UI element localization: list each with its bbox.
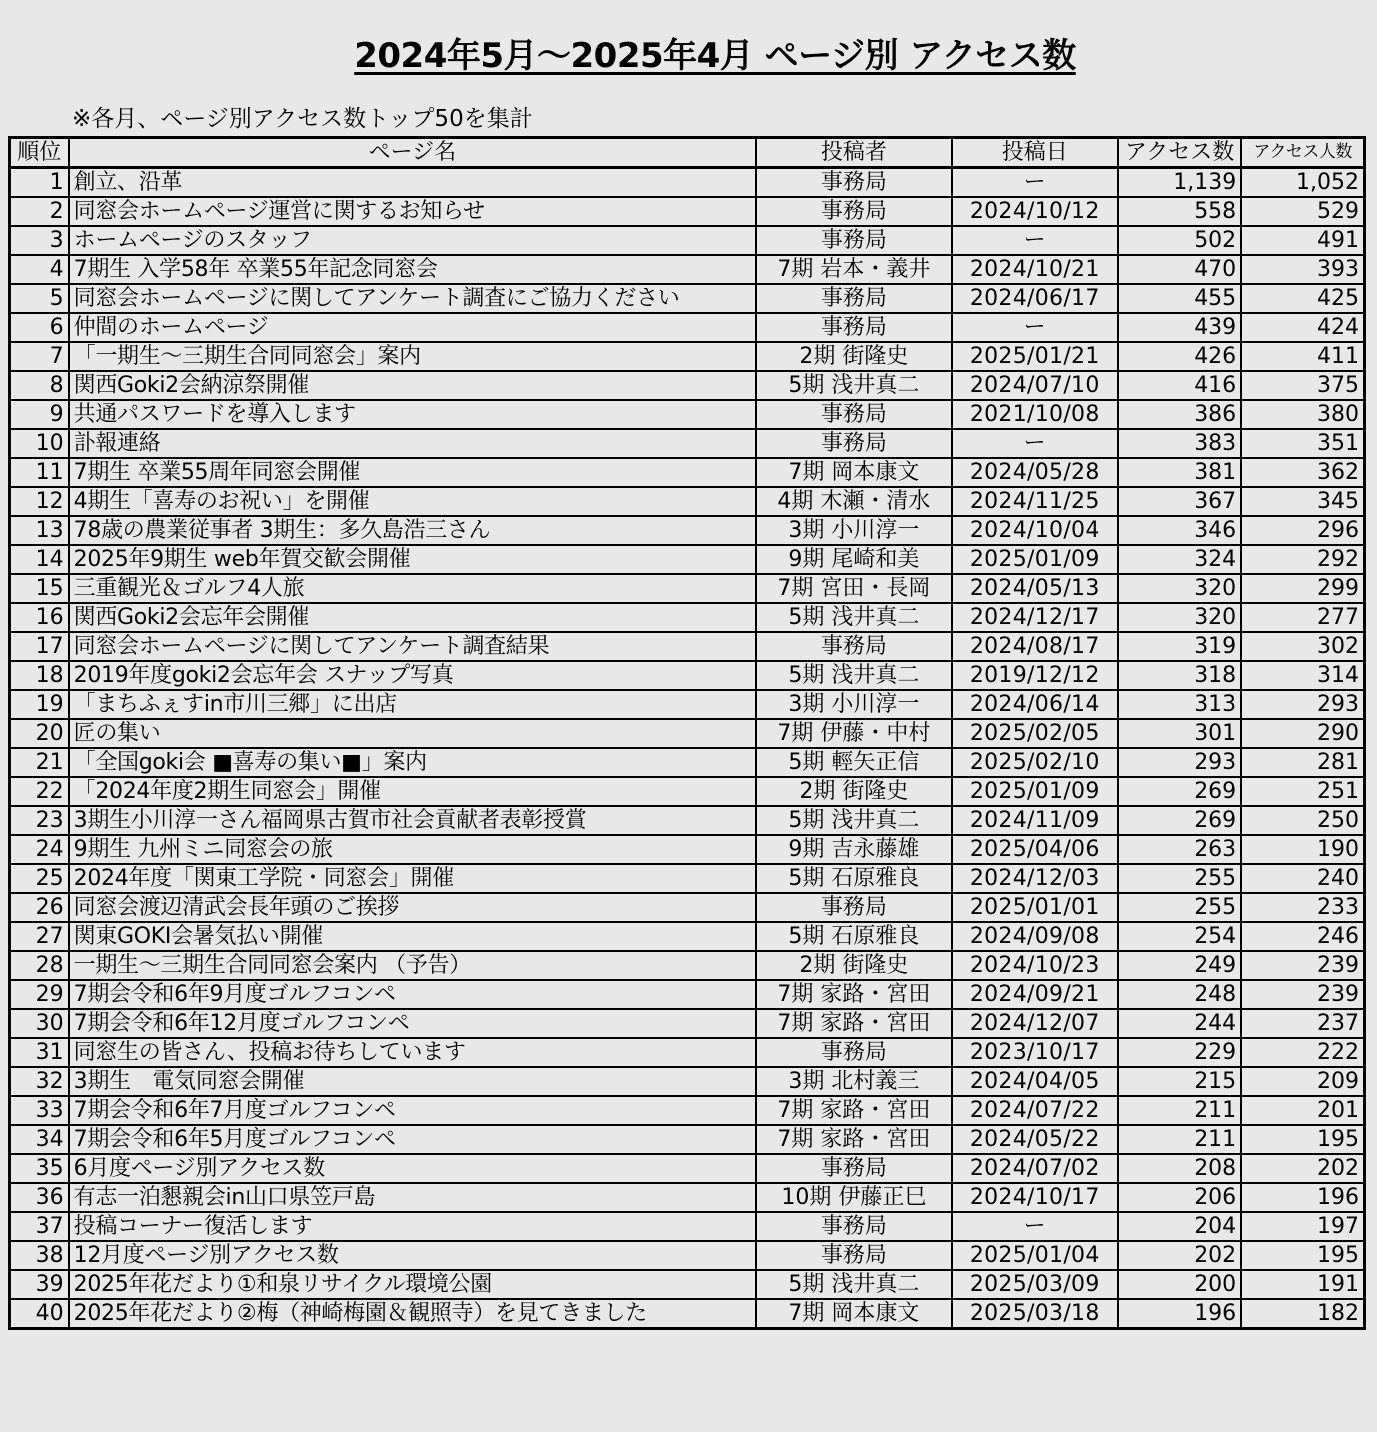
page-name-cell: 2025年9期生 web年賀交歓会開催 xyxy=(69,545,757,574)
post-date-cell: 2024/05/22 xyxy=(952,1125,1118,1154)
table-row xyxy=(10,1125,1365,1154)
page-name-cell: 有志一泊懇親会in山口県笠戸島 xyxy=(69,1183,757,1212)
page-name-cell: 同窓生の皆さん、投稿お待ちしています xyxy=(69,1038,757,1067)
post-date-cell: 2025/02/10 xyxy=(952,748,1118,777)
page-name-cell: 三重観光＆ゴルフ4人旅 xyxy=(69,574,757,603)
views-cell: 320 xyxy=(1118,574,1241,603)
table-row xyxy=(10,777,1365,806)
rank-cell: 25 xyxy=(10,864,69,893)
author-cell: 5期 浅井真二 xyxy=(756,603,951,632)
page-name-cell: 「2024年度2期生同窓会」開催 xyxy=(69,777,757,806)
post-date-cell: 2024/05/13 xyxy=(952,574,1118,603)
table-row xyxy=(10,516,1365,545)
views-cell: 211 xyxy=(1118,1125,1241,1154)
author-cell: 9期 吉永藤雄 xyxy=(756,835,951,864)
visitors-cell: 296 xyxy=(1241,516,1364,545)
table-row xyxy=(10,197,1365,226)
visitors-cell: 240 xyxy=(1241,864,1364,893)
author-cell: 事務局 xyxy=(756,313,951,342)
views-cell: 313 xyxy=(1118,690,1241,719)
header-views: アクセス数 xyxy=(1118,138,1241,168)
page-name-cell: 3期生 電気同窓会開催 xyxy=(69,1067,757,1096)
visitors-cell: 196 xyxy=(1241,1183,1364,1212)
table-row xyxy=(10,1038,1365,1067)
page-name-cell: 2025年花だより②梅（神崎梅園＆観照寺）を見てきました xyxy=(69,1299,757,1329)
post-date-cell: 2024/10/17 xyxy=(952,1183,1118,1212)
visitors-cell: 277 xyxy=(1241,603,1364,632)
post-date-cell: 2024/09/21 xyxy=(952,980,1118,1009)
visitors-cell: 202 xyxy=(1241,1154,1364,1183)
author-cell: 5期 輕矢正信 xyxy=(756,748,951,777)
views-cell: 416 xyxy=(1118,371,1241,400)
header-author: 投稿者 xyxy=(756,138,951,168)
views-cell: 244 xyxy=(1118,1009,1241,1038)
visitors-cell: 380 xyxy=(1241,400,1364,429)
page-name-cell: 3期生小川淳一さん福岡県古賀市社会貢献者表彰授賞 xyxy=(69,806,757,835)
visitors-cell: 239 xyxy=(1241,951,1364,980)
page-name-cell: 同窓会ホームページに関してアンケート調査結果 xyxy=(69,632,757,661)
page-name-cell: 2019年度goki2会忘年会 スナップ写真 xyxy=(69,661,757,690)
views-cell: 455 xyxy=(1118,284,1241,313)
visitors-cell: 293 xyxy=(1241,690,1364,719)
author-cell: 事務局 xyxy=(756,1038,951,1067)
views-cell: 206 xyxy=(1118,1183,1241,1212)
header-rank: 順位 xyxy=(10,138,69,168)
table-row xyxy=(10,1154,1365,1183)
author-cell: 7期 家路・宮田 xyxy=(756,1009,951,1038)
views-cell: 439 xyxy=(1118,313,1241,342)
views-cell: 318 xyxy=(1118,661,1241,690)
rank-cell: 20 xyxy=(10,719,69,748)
visitors-cell: 281 xyxy=(1241,748,1364,777)
author-cell: 事務局 xyxy=(756,1212,951,1241)
rank-cell: 28 xyxy=(10,951,69,980)
rank-cell: 21 xyxy=(10,748,69,777)
author-cell: 7期 家路・宮田 xyxy=(756,1125,951,1154)
rank-cell: 13 xyxy=(10,516,69,545)
table-row xyxy=(10,168,1365,198)
visitors-cell: 195 xyxy=(1241,1241,1364,1270)
visitors-cell: 302 xyxy=(1241,632,1364,661)
post-date-cell: 2025/01/09 xyxy=(952,545,1118,574)
post-date-cell: 2024/07/02 xyxy=(952,1154,1118,1183)
post-date-cell: ー xyxy=(952,1212,1118,1241)
rank-cell: 15 xyxy=(10,574,69,603)
views-cell: 301 xyxy=(1118,719,1241,748)
page-name-cell: 9期生 九州ミニ同窓会の旅 xyxy=(69,835,757,864)
page-name-cell: 同窓会ホームページ運営に関するお知らせ xyxy=(69,197,757,226)
rank-cell: 12 xyxy=(10,487,69,516)
table-row xyxy=(10,313,1365,342)
author-cell: 9期 尾崎和美 xyxy=(756,545,951,574)
author-cell: 5期 石原雅良 xyxy=(756,864,951,893)
post-date-cell: 2024/06/14 xyxy=(952,690,1118,719)
table-row xyxy=(10,1241,1365,1270)
post-date-cell: 2025/01/21 xyxy=(952,342,1118,371)
views-cell: 269 xyxy=(1118,777,1241,806)
visitors-cell: 345 xyxy=(1241,487,1364,516)
rank-cell: 14 xyxy=(10,545,69,574)
views-cell: 211 xyxy=(1118,1096,1241,1125)
author-cell: 事務局 xyxy=(756,632,951,661)
page-name-cell: 創立、沿革 xyxy=(69,168,757,198)
author-cell: 事務局 xyxy=(756,1154,951,1183)
page-name-cell: 仲間のホームページ xyxy=(69,313,757,342)
rank-cell: 23 xyxy=(10,806,69,835)
post-date-cell: ー xyxy=(952,429,1118,458)
page-name-cell: 同窓会渡辺清武会長年頭のご挨拶 xyxy=(69,893,757,922)
post-date-cell: 2024/10/04 xyxy=(952,516,1118,545)
table-row xyxy=(10,400,1365,429)
post-date-cell: 2021/10/08 xyxy=(952,400,1118,429)
table-row xyxy=(10,661,1365,690)
post-date-cell: 2025/01/01 xyxy=(952,893,1118,922)
author-cell: 事務局 xyxy=(756,226,951,255)
author-cell: 10期 伊藤正巳 xyxy=(756,1183,951,1212)
post-date-cell: 2024/04/05 xyxy=(952,1067,1118,1096)
author-cell: 7期 宮田・長岡 xyxy=(756,574,951,603)
rank-cell: 22 xyxy=(10,777,69,806)
visitors-cell: 195 xyxy=(1241,1125,1364,1154)
views-cell: 386 xyxy=(1118,400,1241,429)
author-cell: 7期 岩本・義井 xyxy=(756,255,951,284)
rank-cell: 6 xyxy=(10,313,69,342)
table-row xyxy=(10,1299,1365,1329)
author-cell: 事務局 xyxy=(756,893,951,922)
table-row xyxy=(10,980,1365,1009)
table-row xyxy=(10,864,1365,893)
rank-cell: 2 xyxy=(10,197,69,226)
post-date-cell: 2024/12/07 xyxy=(952,1009,1118,1038)
author-cell: 4期 木瀬・清水 xyxy=(756,487,951,516)
views-cell: 383 xyxy=(1118,429,1241,458)
rank-cell: 1 xyxy=(10,168,69,198)
post-date-cell: 2025/04/06 xyxy=(952,835,1118,864)
views-cell: 196 xyxy=(1118,1299,1241,1329)
post-date-cell: 2025/01/04 xyxy=(952,1241,1118,1270)
post-date-cell: 2024/11/09 xyxy=(952,806,1118,835)
table-row xyxy=(10,719,1365,748)
visitors-cell: 239 xyxy=(1241,980,1364,1009)
visitors-cell: 393 xyxy=(1241,255,1364,284)
rank-cell: 27 xyxy=(10,922,69,951)
table-row xyxy=(10,632,1365,661)
post-date-cell: 2024/05/28 xyxy=(952,458,1118,487)
table-row xyxy=(10,255,1365,284)
rank-cell: 16 xyxy=(10,603,69,632)
author-cell: 7期 伊藤・中村 xyxy=(756,719,951,748)
visitors-cell: 246 xyxy=(1241,922,1364,951)
rank-cell: 17 xyxy=(10,632,69,661)
author-cell: 5期 浅井真二 xyxy=(756,1270,951,1299)
visitors-cell: 411 xyxy=(1241,342,1364,371)
table-row xyxy=(10,748,1365,777)
views-cell: 320 xyxy=(1118,603,1241,632)
author-cell: 7期 家路・宮田 xyxy=(756,1096,951,1125)
visitors-cell: 182 xyxy=(1241,1299,1364,1329)
page-name-cell: 2024年度「関東工学院・同窓会」開催 xyxy=(69,864,757,893)
author-cell: 2期 街隆史 xyxy=(756,777,951,806)
views-cell: 200 xyxy=(1118,1270,1241,1299)
page-name-cell: 「一期生～三期生合同同窓会」案内 xyxy=(69,342,757,371)
post-date-cell: 2025/03/09 xyxy=(952,1270,1118,1299)
table-row xyxy=(10,226,1365,255)
visitors-cell: 292 xyxy=(1241,545,1364,574)
page-name-cell: 7期会令和6年7月度ゴルフコンペ xyxy=(69,1096,757,1125)
rank-cell: 9 xyxy=(10,400,69,429)
page-name-cell: 「全国goki会 ■喜寿の集い■」案内 xyxy=(69,748,757,777)
table-row xyxy=(10,371,1365,400)
rank-cell: 37 xyxy=(10,1212,69,1241)
views-cell: 263 xyxy=(1118,835,1241,864)
views-cell: 229 xyxy=(1118,1038,1241,1067)
rank-cell: 3 xyxy=(10,226,69,255)
visitors-cell: 209 xyxy=(1241,1067,1364,1096)
page-name-cell: 関西Goki2会忘年会開催 xyxy=(69,603,757,632)
visitors-cell: 424 xyxy=(1241,313,1364,342)
rank-cell: 19 xyxy=(10,690,69,719)
post-date-cell: 2024/06/17 xyxy=(952,284,1118,313)
visitors-cell: 191 xyxy=(1241,1270,1364,1299)
table-row xyxy=(10,1183,1365,1212)
rank-cell: 39 xyxy=(10,1270,69,1299)
table-row xyxy=(10,835,1365,864)
post-date-cell: 2024/09/08 xyxy=(952,922,1118,951)
rank-cell: 30 xyxy=(10,1009,69,1038)
page-name-cell: 一期生～三期生合同同窓会案内 （予告） xyxy=(69,951,757,980)
rank-cell: 18 xyxy=(10,661,69,690)
views-cell: 1,139 xyxy=(1118,168,1241,198)
post-date-cell: ー xyxy=(952,226,1118,255)
author-cell: 5期 浅井真二 xyxy=(756,661,951,690)
views-cell: 255 xyxy=(1118,893,1241,922)
post-date-cell: 2024/10/21 xyxy=(952,255,1118,284)
author-cell: 2期 街隆史 xyxy=(756,951,951,980)
rank-cell: 34 xyxy=(10,1125,69,1154)
views-cell: 293 xyxy=(1118,748,1241,777)
views-cell: 204 xyxy=(1118,1212,1241,1241)
visitors-cell: 425 xyxy=(1241,284,1364,313)
page-name-cell: 4期生「喜寿のお祝い」を開催 xyxy=(69,487,757,516)
views-cell: 558 xyxy=(1118,197,1241,226)
page-name-cell: ホームページのスタッフ xyxy=(69,226,757,255)
author-cell: 3期 小川淳一 xyxy=(756,690,951,719)
visitors-cell: 299 xyxy=(1241,574,1364,603)
page-name-cell: 関西Goki2会納涼祭開催 xyxy=(69,371,757,400)
rank-cell: 10 xyxy=(10,429,69,458)
visitors-cell: 233 xyxy=(1241,893,1364,922)
header-page-name: ページ名 xyxy=(69,138,757,168)
rank-cell: 35 xyxy=(10,1154,69,1183)
rank-cell: 11 xyxy=(10,458,69,487)
post-date-cell: 2025/02/05 xyxy=(952,719,1118,748)
page-name-cell: 「まちふぇすin市川三郷」に出店 xyxy=(69,690,757,719)
views-cell: 249 xyxy=(1118,951,1241,980)
post-date-cell: 2024/10/12 xyxy=(952,197,1118,226)
post-date-cell: 2019/12/12 xyxy=(952,661,1118,690)
views-cell: 208 xyxy=(1118,1154,1241,1183)
author-cell: 7期 岡本康文 xyxy=(756,1299,951,1329)
rank-cell: 31 xyxy=(10,1038,69,1067)
post-date-cell: 2025/01/09 xyxy=(952,777,1118,806)
table-row xyxy=(10,342,1365,371)
author-cell: 2期 街隆史 xyxy=(756,342,951,371)
rank-cell: 24 xyxy=(10,835,69,864)
page-name-cell: 共通パスワードを導入します xyxy=(69,400,757,429)
rank-cell: 5 xyxy=(10,284,69,313)
visitors-cell: 250 xyxy=(1241,806,1364,835)
table-row xyxy=(10,603,1365,632)
post-date-cell: 2024/11/25 xyxy=(952,487,1118,516)
table-row xyxy=(10,1009,1365,1038)
page-name-cell: 7期会令和6年12月度ゴルフコンペ xyxy=(69,1009,757,1038)
post-date-cell: 2024/12/17 xyxy=(952,603,1118,632)
aggregation-note: ※各月、ページ別アクセス数トップ50を集計 xyxy=(72,106,533,132)
page-name-cell: 同窓会ホームページに関してアンケート調査にご協力ください xyxy=(69,284,757,313)
page-name-cell: 7期会令和6年5月度ゴルフコンペ xyxy=(69,1125,757,1154)
visitors-cell: 529 xyxy=(1241,197,1364,226)
page-title: 2024年5月～2025年4月 ページ別 アクセス数 xyxy=(354,36,1076,76)
author-cell: 3期 北村義三 xyxy=(756,1067,951,1096)
views-cell: 426 xyxy=(1118,342,1241,371)
rank-cell: 8 xyxy=(10,371,69,400)
page-name-cell: 関東GOKI会暑気払い開催 xyxy=(69,922,757,951)
views-cell: 215 xyxy=(1118,1067,1241,1096)
post-date-cell: 2024/07/22 xyxy=(952,1096,1118,1125)
views-cell: 502 xyxy=(1118,226,1241,255)
table-row xyxy=(10,1212,1365,1241)
views-cell: 324 xyxy=(1118,545,1241,574)
visitors-cell: 351 xyxy=(1241,429,1364,458)
page-name-cell: 6月度ページ別アクセス数 xyxy=(69,1154,757,1183)
visitors-cell: 491 xyxy=(1241,226,1364,255)
rank-cell: 4 xyxy=(10,255,69,284)
table-row xyxy=(10,458,1365,487)
author-cell: 5期 浅井真二 xyxy=(756,806,951,835)
visitors-cell: 314 xyxy=(1241,661,1364,690)
access-ranking-table xyxy=(8,136,1366,1330)
page-name-cell: 12月度ページ別アクセス数 xyxy=(69,1241,757,1270)
page-name-cell: 投稿コーナー復活します xyxy=(69,1212,757,1241)
table-row xyxy=(10,1067,1365,1096)
table-row xyxy=(10,429,1365,458)
table-body xyxy=(10,168,1365,1329)
header-visitors: アクセス人数 xyxy=(1241,138,1364,168)
table-row xyxy=(10,806,1365,835)
post-date-cell: 2024/12/03 xyxy=(952,864,1118,893)
author-cell: 事務局 xyxy=(756,284,951,313)
author-cell: 事務局 xyxy=(756,168,951,198)
visitors-cell: 375 xyxy=(1241,371,1364,400)
table-row xyxy=(10,922,1365,951)
visitors-cell: 362 xyxy=(1241,458,1364,487)
views-cell: 381 xyxy=(1118,458,1241,487)
page-name-cell: 7期生 入学58年 卒業55年記念同窓会 xyxy=(69,255,757,284)
visitors-cell: 197 xyxy=(1241,1212,1364,1241)
visitors-cell: 237 xyxy=(1241,1009,1364,1038)
rank-cell: 7 xyxy=(10,342,69,371)
post-date-cell: 2024/08/17 xyxy=(952,632,1118,661)
views-cell: 269 xyxy=(1118,806,1241,835)
rank-cell: 29 xyxy=(10,980,69,1009)
post-date-cell: ー xyxy=(952,313,1118,342)
post-date-cell: 2024/07/10 xyxy=(952,371,1118,400)
views-cell: 254 xyxy=(1118,922,1241,951)
author-cell: 7期 岡本康文 xyxy=(756,458,951,487)
page-name-cell: 7期生 卒業55周年同窓会開催 xyxy=(69,458,757,487)
rank-cell: 38 xyxy=(10,1241,69,1270)
table-row xyxy=(10,1096,1365,1125)
header-post-date: 投稿日 xyxy=(952,138,1118,168)
author-cell: 事務局 xyxy=(756,1241,951,1270)
visitors-cell: 222 xyxy=(1241,1038,1364,1067)
table-row xyxy=(10,487,1365,516)
table-row xyxy=(10,574,1365,603)
views-cell: 248 xyxy=(1118,980,1241,1009)
rank-cell: 40 xyxy=(10,1299,69,1329)
table-header-row xyxy=(10,138,1365,168)
post-date-cell: 2023/10/17 xyxy=(952,1038,1118,1067)
author-cell: 7期 家路・宮田 xyxy=(756,980,951,1009)
table-row xyxy=(10,690,1365,719)
visitors-cell: 201 xyxy=(1241,1096,1364,1125)
views-cell: 367 xyxy=(1118,487,1241,516)
author-cell: 事務局 xyxy=(756,400,951,429)
views-cell: 319 xyxy=(1118,632,1241,661)
rank-cell: 33 xyxy=(10,1096,69,1125)
visitors-cell: 290 xyxy=(1241,719,1364,748)
rank-cell: 32 xyxy=(10,1067,69,1096)
views-cell: 346 xyxy=(1118,516,1241,545)
page-name-cell: 訃報連絡 xyxy=(69,429,757,458)
author-cell: 事務局 xyxy=(756,429,951,458)
post-date-cell: ー xyxy=(952,168,1118,198)
table-row xyxy=(10,545,1365,574)
views-cell: 202 xyxy=(1118,1241,1241,1270)
author-cell: 5期 浅井真二 xyxy=(756,371,951,400)
post-date-cell: 2024/10/23 xyxy=(952,951,1118,980)
views-cell: 470 xyxy=(1118,255,1241,284)
author-cell: 5期 石原雅良 xyxy=(756,922,951,951)
visitors-cell: 190 xyxy=(1241,835,1364,864)
visitors-cell: 251 xyxy=(1241,777,1364,806)
table-row xyxy=(10,893,1365,922)
rank-cell: 36 xyxy=(10,1183,69,1212)
table-row xyxy=(10,284,1365,313)
page-name-cell: 2025年花だより①和泉リサイクル環境公園 xyxy=(69,1270,757,1299)
page-name-cell: 7期会令和6年9月度ゴルフコンペ xyxy=(69,980,757,1009)
rank-cell: 26 xyxy=(10,893,69,922)
table-row xyxy=(10,951,1365,980)
page-name-cell: 78歳の農業従事者 3期生：多久島浩三さん xyxy=(69,516,757,545)
author-cell: 3期 小川淳一 xyxy=(756,516,951,545)
views-cell: 255 xyxy=(1118,864,1241,893)
visitors-cell: 1,052 xyxy=(1241,168,1364,198)
post-date-cell: 2025/03/18 xyxy=(952,1299,1118,1329)
author-cell: 事務局 xyxy=(756,197,951,226)
page-name-cell: 匠の集い xyxy=(69,719,757,748)
table-row xyxy=(10,1270,1365,1299)
